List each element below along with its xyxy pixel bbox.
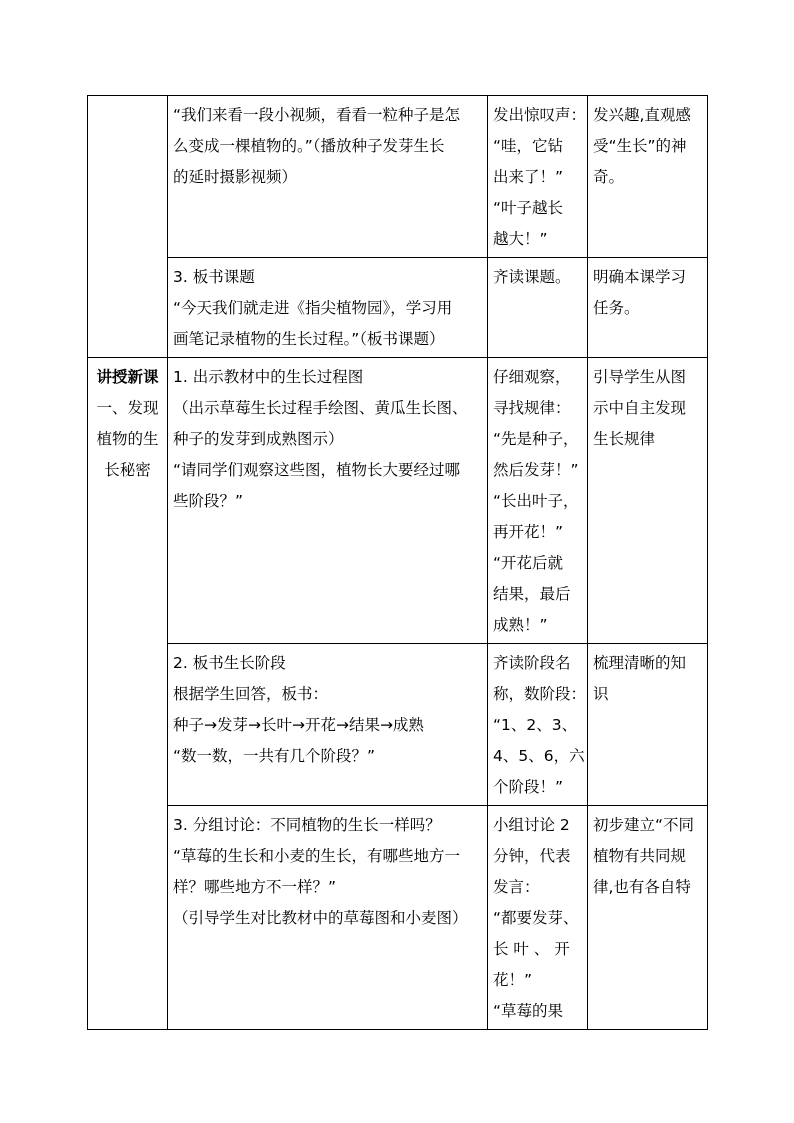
text-line: 成熟！” bbox=[493, 616, 548, 634]
text-line: （引导学生对比教材中的草莓图和小麦图） bbox=[173, 909, 468, 927]
text-line: 长 叶 、 开 bbox=[493, 940, 570, 958]
text-line: 越大！” bbox=[493, 230, 548, 248]
table-row bbox=[88, 644, 708, 806]
stage-subtitle: 长秘密 bbox=[104, 461, 151, 479]
table-row bbox=[88, 258, 708, 358]
text-line: “都要发芽、 bbox=[493, 909, 579, 927]
text-line: 引导学生从图 bbox=[593, 368, 687, 386]
text-line: 花！” bbox=[493, 971, 533, 989]
stage-cell bbox=[88, 358, 168, 1030]
stage-cell-empty bbox=[88, 96, 168, 358]
table-row bbox=[88, 806, 708, 1030]
text-line: 分钟，代表 bbox=[493, 847, 571, 865]
text-line: “请同学们观察这些图，植物长大要经过哪 bbox=[173, 461, 461, 479]
text-line: “草莓的生长和小麦的生长，有哪些地方一 bbox=[173, 847, 461, 865]
text-line: 画笔记录植物的生长过程。”（板书课题） bbox=[173, 330, 445, 348]
design-intent-cell bbox=[588, 96, 708, 258]
lesson-plan-table bbox=[87, 95, 708, 1030]
text-line: 识 bbox=[593, 685, 609, 703]
stage-subtitle: 一、发现 bbox=[96, 399, 159, 417]
stage-subtitle: 植物的生 bbox=[96, 430, 159, 448]
text-line: （出示草莓生长过程手绘图、黄瓜生长图、 bbox=[173, 399, 468, 417]
text-line: 种子→发芽→长叶→开花→结果→成熟 bbox=[173, 716, 424, 734]
student-activity-cell bbox=[488, 806, 588, 1030]
text-line: 的延时摄影视频） bbox=[173, 168, 298, 186]
text-line: 个阶段！” bbox=[493, 778, 564, 796]
text-line: 4、5、6，六 bbox=[493, 747, 585, 765]
teacher-activity-cell bbox=[168, 644, 488, 806]
text-line: 1. 出示教材中的生长过程图 bbox=[173, 368, 364, 386]
text-line: “先是种子， bbox=[493, 430, 579, 448]
design-intent-cell bbox=[588, 358, 708, 644]
text-line: “今天我们就走进《指尖植物园》，学习用 bbox=[173, 299, 453, 317]
text-line: 称，数阶段： bbox=[493, 685, 587, 703]
student-activity-cell bbox=[488, 258, 588, 358]
table-row bbox=[88, 96, 708, 258]
text-line: 仔细观察， bbox=[493, 368, 571, 386]
text-line: 初步建立“不同 bbox=[593, 816, 695, 834]
text-line: “哇，它钻 bbox=[493, 137, 564, 155]
teacher-activity-cell bbox=[168, 358, 488, 644]
text-line: “长出叶子， bbox=[493, 492, 579, 510]
teacher-activity-cell bbox=[168, 806, 488, 1030]
student-activity-cell bbox=[488, 96, 588, 258]
text-line: 结果，最后 bbox=[493, 585, 571, 603]
text-line: 3. 板书课题 bbox=[173, 268, 255, 286]
text-line: 出来了！” bbox=[493, 168, 564, 186]
text-line: 任务。 bbox=[593, 299, 640, 317]
text-line: 奇。 bbox=[593, 168, 625, 186]
text-line: 样？哪些地方不一样？” bbox=[173, 878, 337, 896]
student-activity-cell bbox=[488, 644, 588, 806]
text-line: 发言： bbox=[493, 878, 540, 896]
text-line: 3. 分组讨论：不同植物的生长一样吗？ bbox=[173, 816, 441, 834]
text-line: 些阶段？” bbox=[173, 492, 244, 510]
teacher-activity-cell bbox=[168, 96, 488, 258]
text-line: 然后发芽！” bbox=[493, 461, 579, 479]
table-row bbox=[88, 358, 708, 644]
text-line: 么变成一棵植物的。”（播放种子发芽生长 bbox=[173, 137, 445, 155]
text-line: 发兴趣,直观感 bbox=[593, 106, 691, 124]
stage-title: 讲授新课 bbox=[96, 368, 159, 386]
text-line: 小组讨论 2 bbox=[493, 816, 570, 834]
text-line: 根据学生回答，板书： bbox=[173, 685, 329, 703]
text-line: “数一数，一共有几个阶段？” bbox=[173, 747, 376, 765]
text-line: 明确本课学习 bbox=[593, 268, 687, 286]
design-intent-cell bbox=[588, 644, 708, 806]
text-line: 受“生长”的神 bbox=[593, 137, 687, 155]
text-line: “我们来看一段小视频，看看一粒种子是怎 bbox=[173, 106, 461, 124]
student-activity-cell bbox=[488, 358, 588, 644]
design-intent-cell bbox=[588, 258, 708, 358]
text-line: 生长规律 bbox=[593, 430, 656, 448]
text-line: 梳理清晰的知 bbox=[593, 654, 687, 672]
text-line: 种子的发芽到成熟图示） bbox=[173, 430, 344, 448]
text-line: 2. 板书生长阶段 bbox=[173, 654, 286, 672]
text-line: “草莓的果 bbox=[493, 1002, 564, 1020]
text-line: 寻找规律： bbox=[493, 399, 571, 417]
text-line: 植物有共同规 bbox=[593, 847, 687, 865]
text-line: 发出惊叹声： bbox=[493, 106, 587, 124]
teacher-activity-cell bbox=[168, 258, 488, 358]
text-line: 再开花！” bbox=[493, 523, 564, 541]
text-line: 齐读课题。 bbox=[493, 268, 571, 286]
text-line: “叶子越长 bbox=[493, 199, 564, 217]
text-line: “1、2、3、 bbox=[493, 716, 578, 734]
text-line: “开花后就 bbox=[493, 554, 564, 572]
design-intent-cell bbox=[588, 806, 708, 1030]
text-line: 示中自主发现 bbox=[593, 399, 687, 417]
text-line: 律,也有各自特 bbox=[593, 878, 691, 896]
text-line: 齐读阶段名 bbox=[493, 654, 571, 672]
